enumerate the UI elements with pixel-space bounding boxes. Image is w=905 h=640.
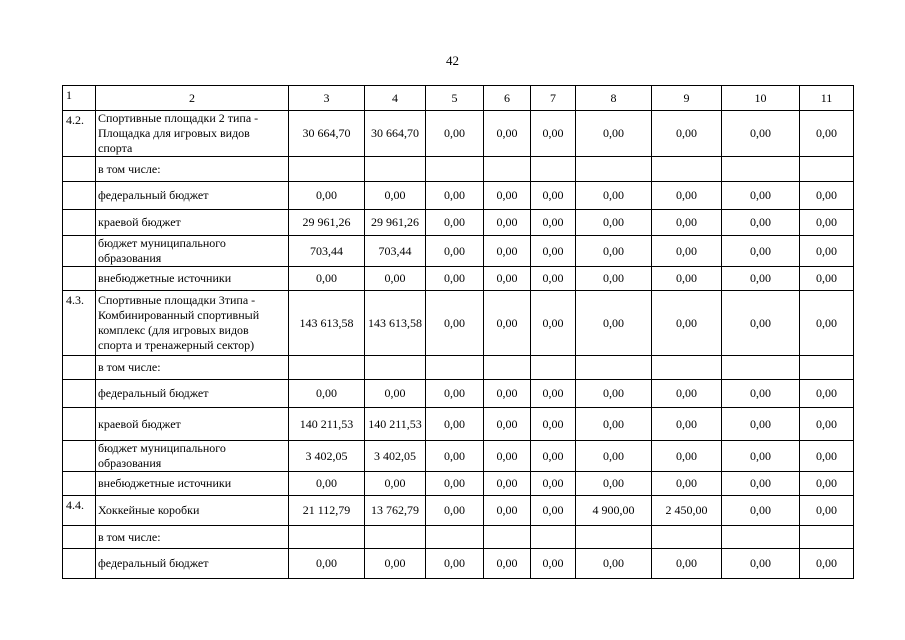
value-cell: 0,00: [722, 380, 800, 408]
value-cell: 0,00: [652, 236, 722, 267]
value-cell: 0,00: [426, 111, 484, 157]
value-cell: [484, 157, 531, 182]
value-cell: 0,00: [576, 380, 652, 408]
value-cell: 0,00: [722, 408, 800, 441]
value-cell: 0,00: [800, 182, 854, 210]
value-cell: 0,00: [800, 267, 854, 291]
table-row: [63, 380, 854, 408]
value-cell: [800, 157, 854, 182]
value-cell: 0,00: [722, 472, 800, 496]
value-cell: 0,00: [426, 496, 484, 526]
value-cell: [365, 356, 426, 380]
row-label: федеральный бюджет: [96, 182, 289, 210]
value-cell: 4 900,00: [576, 496, 652, 526]
table-row: [63, 210, 854, 236]
value-cell: 0,00: [484, 472, 531, 496]
value-cell: 0,00: [426, 291, 484, 356]
value-cell: 0,00: [531, 267, 576, 291]
value-cell: 0,00: [531, 408, 576, 441]
value-cell: 29 961,26: [289, 210, 365, 236]
value-cell: 140 211,53: [365, 408, 426, 441]
value-cell: 0,00: [576, 111, 652, 157]
value-cell: 0,00: [289, 549, 365, 579]
value-cell: [652, 157, 722, 182]
row-label: федеральный бюджет: [96, 380, 289, 408]
value-cell: 0,00: [365, 549, 426, 579]
value-cell: 0,00: [484, 182, 531, 210]
value-cell: 0,00: [484, 380, 531, 408]
row-number: [63, 210, 96, 236]
value-cell: 30 664,70: [365, 111, 426, 157]
value-cell: 0,00: [289, 380, 365, 408]
row-label: федеральный бюджет: [96, 549, 289, 579]
row-number: [63, 236, 96, 267]
row-number: 4.2.: [63, 111, 96, 157]
table-row: [63, 549, 854, 579]
value-cell: 0,00: [652, 472, 722, 496]
value-cell: [365, 526, 426, 549]
value-cell: 703,44: [365, 236, 426, 267]
value-cell: 0,00: [365, 472, 426, 496]
value-cell: [289, 157, 365, 182]
value-cell: 0,00: [800, 291, 854, 356]
value-cell: 0,00: [365, 380, 426, 408]
table-row: [63, 267, 854, 291]
value-cell: [800, 356, 854, 380]
value-cell: 703,44: [289, 236, 365, 267]
value-cell: [722, 356, 800, 380]
value-cell: 0,00: [289, 472, 365, 496]
value-cell: 0,00: [576, 408, 652, 441]
row-number: [63, 182, 96, 210]
value-cell: 0,00: [576, 441, 652, 472]
value-cell: 0,00: [576, 472, 652, 496]
value-cell: 0,00: [652, 549, 722, 579]
value-cell: [484, 526, 531, 549]
value-cell: 0,00: [722, 236, 800, 267]
table-row: [63, 356, 854, 380]
value-cell: 0,00: [652, 408, 722, 441]
value-cell: 0,00: [426, 408, 484, 441]
value-cell: 0,00: [426, 441, 484, 472]
value-cell: 0,00: [426, 236, 484, 267]
row-label: бюджет муниципального образования: [96, 236, 289, 267]
value-cell: 0,00: [531, 496, 576, 526]
value-cell: 0,00: [531, 111, 576, 157]
value-cell: 0,00: [652, 210, 722, 236]
value-cell: 0,00: [722, 210, 800, 236]
value-cell: [722, 526, 800, 549]
table-row: [63, 291, 854, 356]
value-cell: 0,00: [484, 549, 531, 579]
row-label: внебюджетные источники: [96, 267, 289, 291]
table-row: [63, 182, 854, 210]
value-cell: 0,00: [531, 291, 576, 356]
value-cell: [576, 157, 652, 182]
row-label: краевой бюджет: [96, 408, 289, 441]
value-cell: 143 613,58: [365, 291, 426, 356]
column-header: 11: [800, 86, 854, 111]
value-cell: [426, 157, 484, 182]
row-label: бюджет муниципального образования: [96, 441, 289, 472]
table-row: [63, 496, 854, 526]
value-cell: 0,00: [289, 267, 365, 291]
value-cell: 29 961,26: [365, 210, 426, 236]
value-cell: 3 402,05: [289, 441, 365, 472]
value-cell: 0,00: [426, 472, 484, 496]
budget-table: [62, 85, 854, 579]
value-cell: 0,00: [722, 441, 800, 472]
row-number: [63, 380, 96, 408]
value-cell: 0,00: [652, 182, 722, 210]
row-number: [63, 472, 96, 496]
value-cell: 0,00: [800, 380, 854, 408]
page-number: 42: [446, 53, 459, 68]
value-cell: 0,00: [722, 549, 800, 579]
value-cell: 0,00: [426, 182, 484, 210]
value-cell: [531, 356, 576, 380]
value-cell: 0,00: [365, 182, 426, 210]
value-cell: 0,00: [576, 182, 652, 210]
row-label: Спортивные площадки 2 типа - Площадка для игровых видов спорта: [96, 111, 289, 157]
value-cell: [722, 157, 800, 182]
column-header: 7: [531, 86, 576, 111]
value-cell: 0,00: [484, 408, 531, 441]
value-cell: [365, 157, 426, 182]
value-cell: 0,00: [576, 291, 652, 356]
row-number: [63, 549, 96, 579]
table-row: [63, 472, 854, 496]
value-cell: 0,00: [652, 380, 722, 408]
table-row: [63, 441, 854, 472]
value-cell: 0,00: [484, 496, 531, 526]
value-cell: [426, 356, 484, 380]
value-cell: 0,00: [426, 380, 484, 408]
row-label: краевой бюджет: [96, 210, 289, 236]
row-number: [63, 441, 96, 472]
value-cell: 0,00: [652, 111, 722, 157]
value-cell: 0,00: [484, 210, 531, 236]
value-cell: 0,00: [800, 496, 854, 526]
value-cell: 0,00: [426, 267, 484, 291]
value-cell: 0,00: [722, 496, 800, 526]
value-cell: 0,00: [800, 441, 854, 472]
value-cell: 0,00: [800, 408, 854, 441]
value-cell: [426, 526, 484, 549]
value-cell: 0,00: [531, 380, 576, 408]
table-row: [63, 526, 854, 549]
value-cell: 0,00: [576, 210, 652, 236]
column-header: 6: [484, 86, 531, 111]
value-cell: 3 402,05: [365, 441, 426, 472]
value-cell: 2 450,00: [652, 496, 722, 526]
row-label: в том числе:: [96, 356, 289, 380]
value-cell: 0,00: [576, 236, 652, 267]
row-label: в том числе:: [96, 157, 289, 182]
value-cell: 21 112,79: [289, 496, 365, 526]
column-header: 8: [576, 86, 652, 111]
column-header: 2: [96, 86, 289, 111]
value-cell: 0,00: [484, 236, 531, 267]
value-cell: 0,00: [722, 182, 800, 210]
column-header: 5: [426, 86, 484, 111]
row-number: 4.3.: [63, 291, 96, 356]
value-cell: 0,00: [484, 267, 531, 291]
row-number: [63, 267, 96, 291]
value-cell: 0,00: [722, 267, 800, 291]
row-number: [63, 356, 96, 380]
value-cell: 0,00: [800, 472, 854, 496]
value-cell: 0,00: [800, 236, 854, 267]
value-cell: 0,00: [800, 210, 854, 236]
value-cell: 0,00: [800, 549, 854, 579]
value-cell: [531, 157, 576, 182]
value-cell: 0,00: [531, 182, 576, 210]
row-label: Хоккейные коробки: [96, 496, 289, 526]
value-cell: 0,00: [289, 182, 365, 210]
value-cell: 143 613,58: [289, 291, 365, 356]
table-row: [63, 236, 854, 267]
header-row: [63, 86, 854, 111]
value-cell: 0,00: [365, 267, 426, 291]
value-cell: 0,00: [484, 291, 531, 356]
value-cell: 0,00: [652, 441, 722, 472]
value-cell: 0,00: [531, 210, 576, 236]
table-row: [63, 111, 854, 157]
value-cell: 0,00: [531, 472, 576, 496]
value-cell: 0,00: [531, 441, 576, 472]
row-number: 4.4.: [63, 496, 96, 526]
value-cell: [800, 526, 854, 549]
row-label: в том числе:: [96, 526, 289, 549]
value-cell: [484, 356, 531, 380]
value-cell: 0,00: [652, 291, 722, 356]
column-header: 3: [289, 86, 365, 111]
value-cell: 0,00: [484, 111, 531, 157]
value-cell: 0,00: [484, 441, 531, 472]
value-cell: 13 762,79: [365, 496, 426, 526]
value-cell: [289, 526, 365, 549]
value-cell: [652, 356, 722, 380]
column-header: 1: [63, 86, 96, 111]
row-label: внебюджетные источники: [96, 472, 289, 496]
value-cell: [289, 356, 365, 380]
row-number: [63, 408, 96, 441]
row-number: [63, 526, 96, 549]
value-cell: 140 211,53: [289, 408, 365, 441]
value-cell: 0,00: [722, 111, 800, 157]
value-cell: 0,00: [531, 236, 576, 267]
value-cell: 0,00: [531, 549, 576, 579]
table-row: [63, 157, 854, 182]
value-cell: [576, 356, 652, 380]
value-cell: [531, 526, 576, 549]
table-row: [63, 408, 854, 441]
column-header: 9: [652, 86, 722, 111]
value-cell: 0,00: [426, 549, 484, 579]
value-cell: 0,00: [722, 291, 800, 356]
value-cell: [576, 526, 652, 549]
value-cell: 0,00: [426, 210, 484, 236]
column-header: 10: [722, 86, 800, 111]
value-cell: 0,00: [576, 267, 652, 291]
value-cell: 0,00: [652, 267, 722, 291]
row-label: Спортивные площадки 3типа - Комбинированный спортивный комплекс (для игровых видов спорта и тренажерный сектор): [96, 291, 289, 356]
value-cell: 30 664,70: [289, 111, 365, 157]
row-number: [63, 157, 96, 182]
value-cell: 0,00: [800, 111, 854, 157]
value-cell: 0,00: [576, 549, 652, 579]
value-cell: [652, 526, 722, 549]
column-header: 4: [365, 86, 426, 111]
